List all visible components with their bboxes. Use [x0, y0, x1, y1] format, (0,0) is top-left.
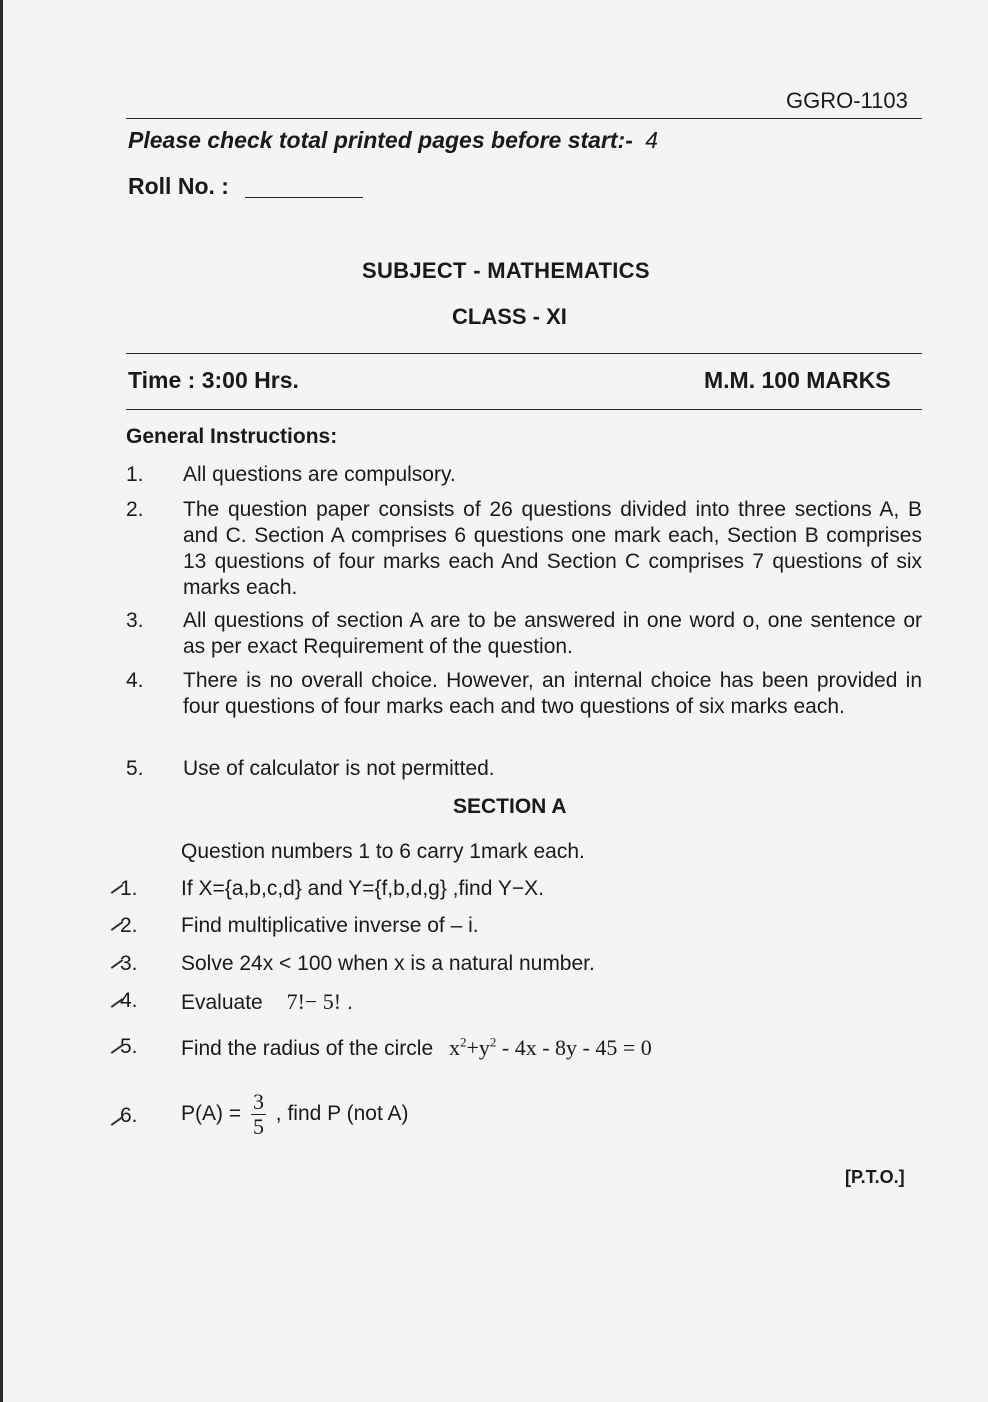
question-number: 4.: [120, 989, 138, 1012]
equation-part: - 4x - 8y - 45 = 0: [496, 1035, 652, 1061]
question-suffix: , find P (not A): [275, 1102, 409, 1126]
instruction-text: All questions are compulsory.: [183, 463, 456, 486]
instruction-number: 4.: [126, 669, 144, 692]
question-text: If X={a,b,c,d} and Y={f,b,d,g} ,find Y−X.: [181, 877, 544, 900]
question-text-wrap: [181, 1089, 409, 1139]
question-text: Find multiplicative inverse of – i.: [181, 914, 479, 937]
instruction-text: There is no overall choice. However, an internal choice has been provided in four questions of four marks each and two questions of six marks each.: [183, 669, 922, 718]
divider: [126, 409, 922, 410]
question-text-wrap: [181, 991, 353, 1014]
paper-code: GGRO-1103: [786, 88, 908, 113]
question-number: 5.: [120, 1035, 138, 1058]
section-a-heading: SECTION A: [453, 795, 567, 818]
question-6: [120, 1090, 408, 1139]
instructions-heading: General Instructions:: [126, 425, 338, 448]
instruction-number: 2.: [126, 498, 144, 521]
instruction-text: The question paper consists of 26 questions divided into three sections A, B and C. Section A comprises 6 questions one mark each, Section B comprises 13 questions of four marks each And Section C comprises 7 questions of six marks each.: [183, 498, 922, 599]
question-text: Find the radius of the circle: [181, 1037, 434, 1061]
max-marks: M.M. 100 MARKS: [704, 367, 891, 393]
question-number: 2.: [120, 914, 138, 937]
question-2: [120, 914, 479, 938]
instruction-item: [126, 756, 922, 782]
fraction-denominator: 5: [252, 1114, 264, 1139]
question-number: 3.: [120, 952, 138, 975]
check-pages-line: [128, 127, 658, 154]
fraction: [251, 1090, 266, 1139]
class-title: CLASS - XI: [452, 304, 567, 329]
instruction-item: [126, 497, 922, 601]
instruction-item: [126, 462, 922, 488]
question-number: 6.: [120, 1104, 138, 1127]
question-5: [120, 1035, 652, 1061]
divider: [126, 118, 922, 119]
question-suffix: .: [341, 991, 353, 1014]
instruction-text: Use of calculator is not permitted.: [183, 757, 495, 780]
exponent: 2: [459, 1035, 467, 1050]
equation-part: x: [448, 1035, 460, 1061]
instruction-number: 3.: [126, 609, 144, 632]
roll-no-field[interactable]: [245, 197, 363, 198]
instruction-item: [126, 608, 922, 660]
circle-equation: [449, 1035, 652, 1060]
section-a-intro: Question numbers 1 to 6 carry 1mark each.: [181, 840, 585, 863]
question-text-wrap: [181, 1037, 652, 1060]
instruction-number: 5.: [126, 757, 144, 780]
roll-no: [128, 173, 363, 200]
fraction-numerator: 3: [252, 1089, 264, 1114]
question-1: [120, 877, 544, 901]
question-text: Solve 24x < 100 when x is a natural number.: [181, 952, 595, 975]
roll-no-label: Roll No. :: [128, 173, 229, 199]
page-edge: [0, 0, 3, 1402]
instruction-text: All questions of section A are to be answered in one word o, one sentence or as per exact Requirement of the question.: [183, 609, 922, 658]
time-allowed: Time : 3:00 Hrs.: [128, 367, 299, 393]
check-pages-count: 4: [645, 127, 659, 153]
equation-part: +y: [466, 1035, 490, 1061]
question-prefix: P(A) =: [181, 1102, 242, 1126]
question-math: 7!− 5!: [286, 989, 342, 1014]
question-4: [120, 989, 353, 1015]
pto-label: [P.T.O.]: [845, 1167, 905, 1187]
question-text: Evaluate: [181, 991, 263, 1014]
question-number: 1.: [120, 877, 138, 900]
instruction-number: 1.: [126, 463, 144, 486]
exponent: 2: [489, 1035, 497, 1050]
question-3: [120, 952, 595, 976]
subject-title: SUBJECT - MATHEMATICS: [362, 258, 650, 283]
check-pages-label: Please check total printed pages before start:-: [128, 127, 633, 153]
divider: [126, 353, 922, 354]
instruction-item: [126, 668, 922, 720]
